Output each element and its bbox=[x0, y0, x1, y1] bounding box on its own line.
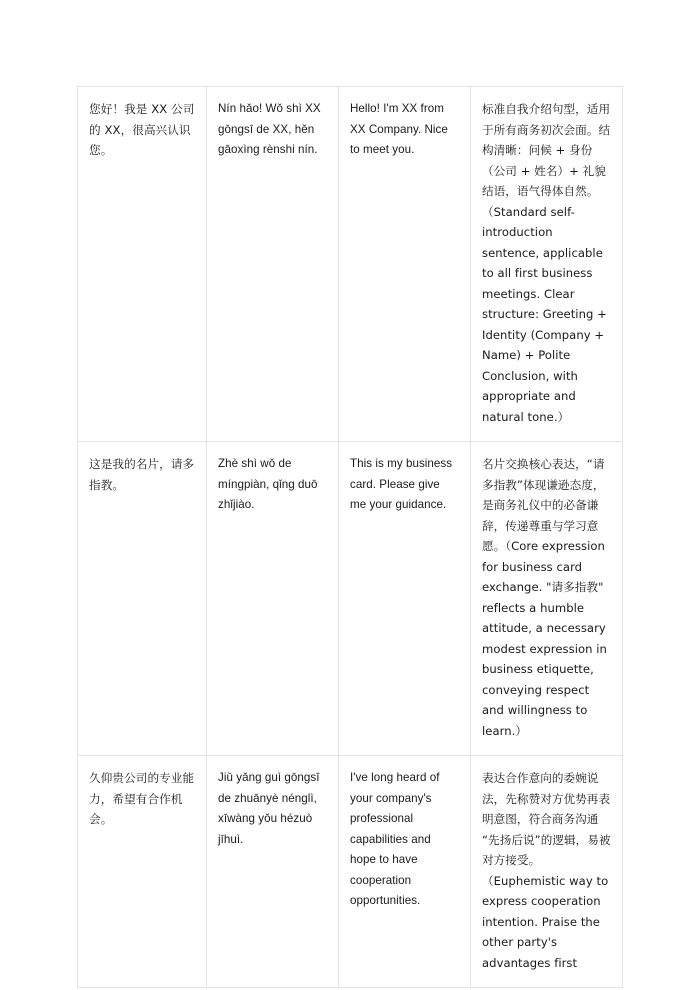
cell-english bbox=[339, 87, 471, 442]
hanzi-text: 久仰贵公司的专业能力，希望有合作机会。 bbox=[89, 771, 195, 826]
cell-pinyin bbox=[207, 756, 339, 988]
cell-notes bbox=[471, 756, 623, 988]
english-text: This is my business card. Please give me your guidance. bbox=[350, 457, 456, 511]
table-body bbox=[78, 87, 623, 988]
phrase-table bbox=[77, 86, 623, 988]
cell-english bbox=[339, 756, 471, 988]
english-text: I've long heard of your company's professional capabilities and hope to have cooperation opportunities. bbox=[350, 771, 443, 907]
cell-english bbox=[339, 442, 471, 756]
table-row bbox=[78, 87, 623, 442]
cell-notes bbox=[471, 87, 623, 442]
notes-text: 标准自我介绍句型，适用于所有商务初次会面。结构清晰：问候 + 身份（公司 + 姓名）+ 礼貌结语，语气得体自然。（Standard self-introduction sentence, applicable to all first business meetings. Clear structure: Greeting + Identity (Company + Name) + Polite Conclusion, with appropriate and natural tone.） bbox=[482, 102, 611, 424]
pinyin-text: Jiǔ yǎng guì gōngsī de zhuānyè nénglì, xīwàng yǒu hézuò jīhuì. bbox=[218, 771, 323, 846]
cell-notes bbox=[471, 442, 623, 756]
cell-hanzi bbox=[78, 442, 207, 756]
cell-hanzi bbox=[78, 87, 207, 442]
cell-pinyin bbox=[207, 87, 339, 442]
pinyin-text: Zhè shì wǒ de míngpiàn, qǐng duō zhǐjiào. bbox=[218, 457, 321, 511]
hanzi-text: 您好！我是 XX 公司的 XX，很高兴认识您。 bbox=[89, 102, 195, 157]
notes-text: 名片交换核心表达，“请多指教”体现谦逊态度，是商务礼仪中的必备谦辞，传递尊重与学习意愿。（Core expression for business card exchange. "请多指教" reflects a humble attitude, a necessary modest expression in business etiquette, conveying respect and willingness to learn.） bbox=[482, 457, 611, 738]
notes-text: 表达合作意向的委婉说法，先称赞对方优势再表明意图，符合商务沟通“先扬后说”的逻辑，易被对方接受。（Euphemistic way to express cooperation intention. Praise the other party's advantages first bbox=[482, 771, 612, 970]
cell-pinyin bbox=[207, 442, 339, 756]
cell-hanzi bbox=[78, 756, 207, 988]
table-row bbox=[78, 442, 623, 756]
table-row bbox=[78, 756, 623, 988]
hanzi-text: 这是我的名片，请多指教。 bbox=[89, 457, 195, 492]
english-text: Hello! I'm XX from XX Company. Nice to meet you. bbox=[350, 102, 452, 156]
pinyin-text: Nín hǎo! Wǒ shì XX gōngsī de XX, hěn gāoxìng rènshi nín. bbox=[218, 102, 324, 156]
